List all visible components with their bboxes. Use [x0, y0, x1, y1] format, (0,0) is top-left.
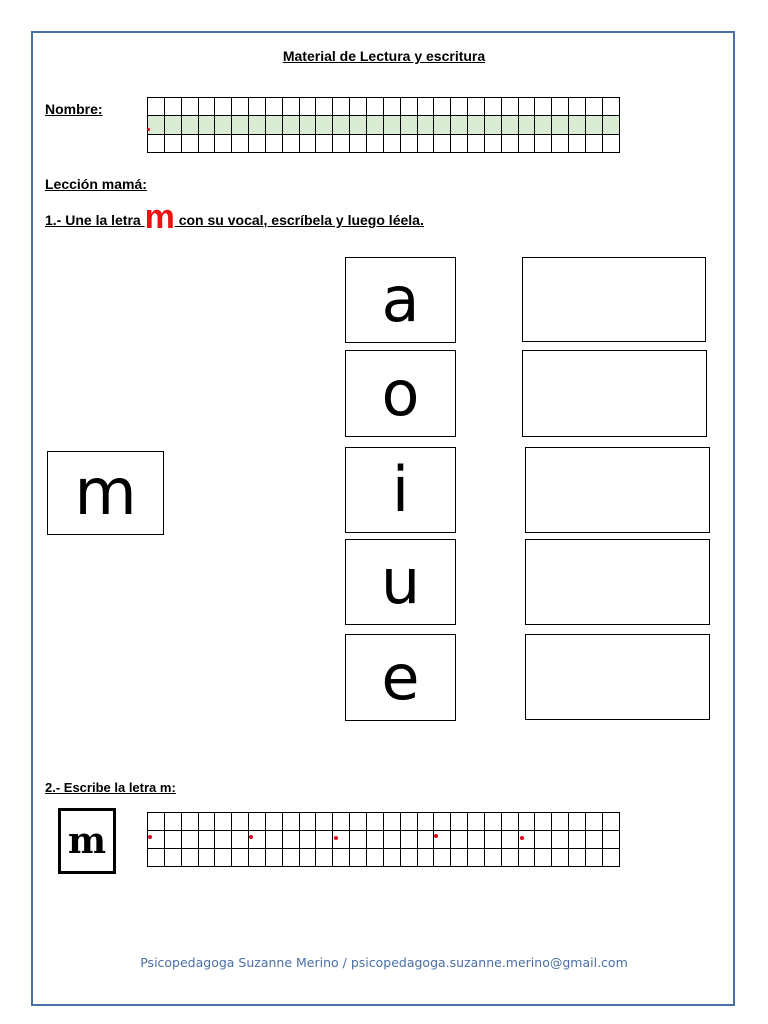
grid-cell[interactable] — [181, 134, 198, 152]
grid-row — [148, 98, 620, 116]
vowel-card[interactable] — [345, 539, 456, 625]
grid-cell[interactable] — [518, 849, 535, 867]
grid-cell[interactable] — [602, 116, 619, 134]
grid-cell[interactable] — [552, 134, 569, 152]
letter-practice-grid[interactable] — [147, 812, 620, 867]
grid-cell[interactable] — [299, 813, 316, 831]
grid-cell[interactable] — [282, 849, 299, 867]
grid-cell[interactable] — [198, 116, 215, 134]
grid-cell[interactable] — [316, 849, 333, 867]
grid-cell[interactable] — [265, 813, 282, 831]
grid-cell[interactable] — [417, 831, 434, 849]
grid-cell[interactable] — [383, 849, 400, 867]
grid-cell[interactable] — [316, 813, 333, 831]
exercise-1-instruction — [45, 198, 424, 236]
grid-cell[interactable] — [232, 98, 249, 116]
grid-cell[interactable] — [366, 116, 383, 134]
page-title: Material de Lectura y escritura — [282, 48, 486, 64]
grid-cell[interactable] — [585, 849, 602, 867]
start-dot — [520, 836, 524, 840]
grid-cell[interactable] — [501, 849, 518, 867]
grid-cell[interactable] — [451, 813, 468, 831]
grid-cell[interactable] — [417, 134, 434, 152]
grid-cell[interactable] — [569, 134, 586, 152]
grid-cell[interactable] — [468, 98, 485, 116]
consonant-letter: m — [74, 456, 137, 530]
grid-cell[interactable] — [249, 849, 266, 867]
lesson-label: Lección mamá: — [45, 176, 147, 192]
grid-cell[interactable] — [501, 831, 518, 849]
grid-cell[interactable] — [282, 98, 299, 116]
grid-cell[interactable] — [181, 116, 198, 134]
instruction-letter: m — [144, 198, 175, 236]
grid-cell[interactable] — [350, 849, 367, 867]
grid-cell[interactable] — [198, 813, 215, 831]
grid-cell[interactable] — [434, 116, 451, 134]
grid-cell[interactable] — [148, 134, 165, 152]
start-dot — [334, 836, 338, 840]
grid-cell[interactable] — [316, 134, 333, 152]
grid-cell[interactable] — [535, 116, 552, 134]
grid-cell[interactable] — [585, 134, 602, 152]
model-letter-card — [58, 808, 116, 874]
grid-cell[interactable] — [400, 831, 417, 849]
grid-cell[interactable] — [417, 849, 434, 867]
grid-cell[interactable] — [198, 98, 215, 116]
grid-cell[interactable] — [552, 116, 569, 134]
grid-cell[interactable] — [265, 98, 282, 116]
grid-cell[interactable] — [535, 134, 552, 152]
grid-cell[interactable] — [282, 831, 299, 849]
grid-cell[interactable] — [535, 831, 552, 849]
grid-cell[interactable] — [552, 98, 569, 116]
grid-cell[interactable] — [299, 134, 316, 152]
grid-cell[interactable] — [535, 813, 552, 831]
grid-cell[interactable] — [333, 134, 350, 152]
grid-cell[interactable] — [333, 98, 350, 116]
grid-cell[interactable] — [148, 849, 165, 867]
grid-cell[interactable] — [468, 831, 485, 849]
grid-cell[interactable] — [451, 98, 468, 116]
name-writing-grid[interactable] — [147, 97, 620, 153]
grid-cell[interactable] — [164, 849, 181, 867]
grid-cell[interactable] — [350, 813, 367, 831]
grid-cell[interactable] — [164, 831, 181, 849]
grid-cell[interactable] — [181, 849, 198, 867]
grid-cell[interactable] — [602, 813, 619, 831]
grid-cell[interactable] — [333, 813, 350, 831]
grid-cell[interactable] — [468, 813, 485, 831]
grid-cell[interactable] — [434, 98, 451, 116]
grid-cell[interactable] — [164, 98, 181, 116]
grid-cell[interactable] — [501, 116, 518, 134]
consonant-card[interactable] — [47, 451, 164, 535]
grid-cell[interactable] — [164, 116, 181, 134]
grid-cell[interactable] — [299, 116, 316, 134]
grid-row — [148, 116, 620, 134]
grid-cell[interactable] — [265, 134, 282, 152]
grid-cell[interactable] — [282, 134, 299, 152]
grid-cell[interactable] — [366, 813, 383, 831]
grid-cell[interactable] — [602, 98, 619, 116]
answer-box[interactable] — [522, 257, 706, 342]
grid-row — [148, 849, 620, 867]
grid-cell[interactable] — [451, 116, 468, 134]
grid-row — [148, 831, 620, 849]
grid-cell[interactable] — [552, 849, 569, 867]
grid-cell[interactable] — [164, 813, 181, 831]
grid-cell[interactable] — [350, 134, 367, 152]
grid-cell[interactable] — [569, 116, 586, 134]
grid-cell[interactable] — [434, 134, 451, 152]
grid-cell[interactable] — [181, 813, 198, 831]
grid-cell[interactable] — [299, 831, 316, 849]
grid-cell[interactable] — [198, 831, 215, 849]
grid-cell[interactable] — [585, 831, 602, 849]
vowel-letter: a — [381, 263, 420, 336]
vowel-card[interactable] — [345, 634, 456, 721]
grid-cell[interactable] — [215, 116, 232, 134]
grid-cell[interactable] — [434, 813, 451, 831]
grid-cell[interactable] — [249, 813, 266, 831]
vowel-letter: o — [381, 356, 420, 430]
grid-cell[interactable] — [451, 849, 468, 867]
grid-cell[interactable] — [451, 134, 468, 152]
answer-box[interactable] — [522, 350, 707, 437]
grid-cell[interactable] — [232, 116, 249, 134]
grid-cell[interactable] — [400, 849, 417, 867]
vowel-card[interactable] — [345, 350, 456, 437]
grid-cell[interactable] — [484, 813, 501, 831]
grid-cell[interactable] — [400, 134, 417, 152]
grid-cell[interactable] — [569, 831, 586, 849]
grid-cell[interactable] — [552, 813, 569, 831]
grid-cell[interactable] — [484, 849, 501, 867]
start-dot — [434, 834, 438, 838]
grid-cell[interactable] — [569, 849, 586, 867]
grid-cell[interactable] — [417, 116, 434, 134]
grid-cell[interactable] — [484, 98, 501, 116]
grid-cell[interactable] — [366, 134, 383, 152]
grid-cell[interactable] — [484, 116, 501, 134]
grid-cell[interactable] — [602, 831, 619, 849]
grid-cell[interactable] — [350, 116, 367, 134]
grid-cell[interactable] — [468, 134, 485, 152]
grid-cell[interactable] — [400, 813, 417, 831]
grid-cell[interactable] — [417, 813, 434, 831]
grid-cell[interactable] — [299, 849, 316, 867]
grid-cell[interactable] — [535, 849, 552, 867]
vowel-letter: u — [380, 545, 421, 618]
grid-cell[interactable] — [232, 813, 249, 831]
grid-cell[interactable] — [468, 116, 485, 134]
footer-credit: Psicopedagoga Suzanne Merino / psicopedagoga.suzanne.merino@gmail.com — [140, 955, 628, 970]
grid-cell[interactable] — [417, 98, 434, 116]
grid-cell[interactable] — [552, 831, 569, 849]
grid-cell[interactable] — [316, 98, 333, 116]
grid-cell[interactable] — [316, 116, 333, 134]
grid-cell[interactable] — [148, 98, 165, 116]
grid-cell[interactable] — [434, 849, 451, 867]
grid-cell[interactable] — [215, 849, 232, 867]
grid-cell[interactable] — [400, 98, 417, 116]
grid-cell[interactable] — [198, 849, 215, 867]
grid-cell[interactable] — [265, 849, 282, 867]
grid-cell[interactable] — [383, 134, 400, 152]
grid-row — [148, 813, 620, 831]
grid-cell[interactable] — [585, 98, 602, 116]
grid-cell[interactable] — [265, 831, 282, 849]
grid-cell[interactable] — [400, 116, 417, 134]
vowel-letter: e — [381, 640, 420, 714]
grid-cell[interactable] — [383, 831, 400, 849]
grid-cell[interactable] — [501, 134, 518, 152]
grid-cell[interactable] — [215, 831, 232, 849]
grid-cell[interactable] — [518, 134, 535, 152]
start-dot — [147, 128, 150, 131]
grid-cell[interactable] — [148, 813, 165, 831]
start-dot — [249, 835, 253, 839]
grid-cell[interactable] — [585, 116, 602, 134]
grid-cell[interactable] — [181, 98, 198, 116]
grid-cell[interactable] — [518, 98, 535, 116]
grid-cell[interactable] — [366, 849, 383, 867]
grid-cell[interactable] — [282, 116, 299, 134]
grid-cell[interactable] — [383, 116, 400, 134]
grid-cell[interactable] — [215, 813, 232, 831]
grid-cell[interactable] — [232, 134, 249, 152]
grid-cell[interactable] — [484, 134, 501, 152]
grid-cell[interactable] — [148, 116, 165, 134]
grid-cell[interactable] — [249, 116, 266, 134]
grid-cell[interactable] — [249, 98, 266, 116]
grid-cell[interactable] — [333, 116, 350, 134]
grid-cell[interactable] — [383, 813, 400, 831]
grid-cell[interactable] — [181, 831, 198, 849]
exercise-2-label: 2.- Escribe la letra m: — [45, 780, 176, 795]
answer-box[interactable] — [525, 539, 710, 625]
grid-cell[interactable] — [249, 134, 266, 152]
grid-cell[interactable] — [569, 813, 586, 831]
grid-cell[interactable] — [501, 813, 518, 831]
grid-cell[interactable] — [316, 831, 333, 849]
model-letter: m — [67, 820, 107, 862]
grid-cell[interactable] — [350, 831, 367, 849]
grid-cell[interactable] — [282, 813, 299, 831]
vowel-letter: i — [391, 453, 410, 526]
grid-cell[interactable] — [602, 849, 619, 867]
grid-cell[interactable] — [518, 116, 535, 134]
grid-cell[interactable] — [164, 134, 181, 152]
grid-cell[interactable] — [383, 98, 400, 116]
vowel-card[interactable] — [345, 447, 456, 533]
grid-cell[interactable] — [468, 849, 485, 867]
grid-cell[interactable] — [215, 98, 232, 116]
grid-cell[interactable] — [366, 98, 383, 116]
grid-cell[interactable] — [148, 831, 165, 849]
instruction-prefix: 1.- Une la letra — [45, 212, 145, 228]
grid-cell[interactable] — [585, 813, 602, 831]
grid-cell[interactable] — [299, 98, 316, 116]
instruction-suffix: con su vocal, escríbela y luego léela. — [174, 212, 424, 228]
grid-row — [148, 134, 620, 152]
grid-cell[interactable] — [198, 134, 215, 152]
grid-cell[interactable] — [232, 849, 249, 867]
grid-cell[interactable] — [215, 134, 232, 152]
grid-cell[interactable] — [484, 831, 501, 849]
grid-cell[interactable] — [265, 116, 282, 134]
answer-box[interactable] — [525, 447, 710, 533]
vowel-card[interactable] — [345, 257, 456, 343]
grid-cell[interactable] — [518, 813, 535, 831]
grid-cell[interactable] — [249, 831, 266, 849]
start-dot — [148, 835, 152, 839]
grid-cell[interactable] — [333, 849, 350, 867]
grid-cell[interactable] — [232, 831, 249, 849]
grid-cell[interactable] — [451, 831, 468, 849]
grid-cell[interactable] — [569, 98, 586, 116]
grid-cell[interactable] — [535, 98, 552, 116]
name-label: Nombre: — [45, 101, 103, 117]
grid-cell[interactable] — [501, 98, 518, 116]
answer-box[interactable] — [525, 634, 710, 720]
grid-cell[interactable] — [350, 98, 367, 116]
grid-cell[interactable] — [366, 831, 383, 849]
grid-cell[interactable] — [602, 134, 619, 152]
